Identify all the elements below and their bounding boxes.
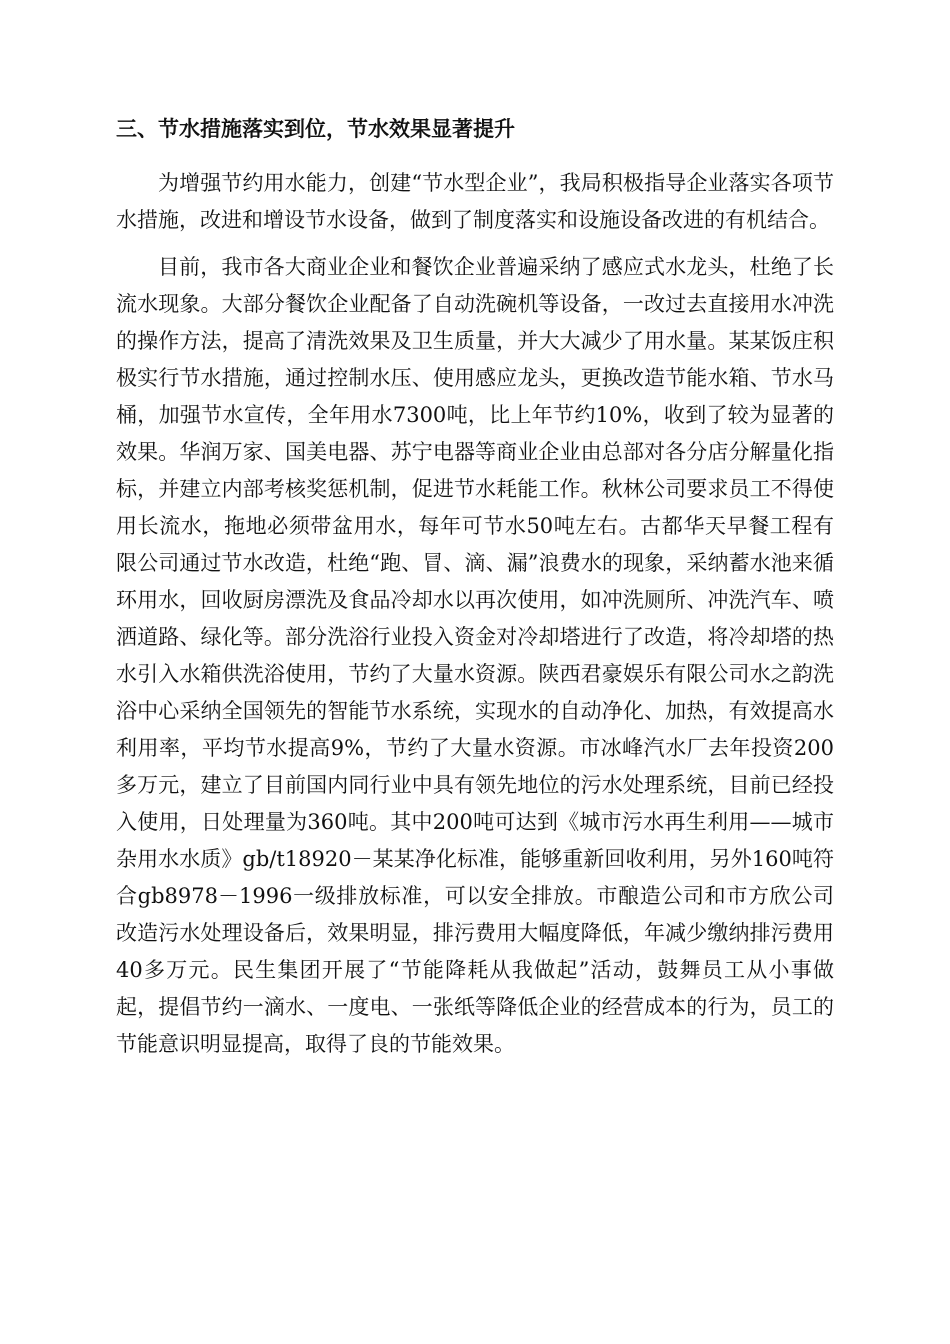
section-heading: 三、节水措施落实到位，节水效果显著提升 xyxy=(116,117,515,141)
paragraph-details: 目前，我市各大商业企业和餐饮企业普遍采纳了感应式水龙头，杜绝了长流水现象。大部分餐饮企业配备了自动洗碗机等设备，一改过去直接用水冲洗的操作方法，提高了清洗效果及卫生质量，并大大减少了用水量。某某饭庄积极实行节水措施，通过控制水压、使用感应龙头，更换改造节能水箱、节水马桶，加强节水宣传，全年用水7300吨，比上年节约10%，收到了较为显著的效果。华润万家、国美电器、苏宁电器等商业企业由总部对各分店分解量化指标，并建立内部考核奖惩机制，促进节水耗能工作。秋林公司要求员工不得使用长流水，拖地必须带盆用水，每年可节水50吨左右。古都华天早餐工程有限公司通过节水改造，杜绝“跑、冒、滴、漏”浪费水的现象，采纳蓄水池来循环用水，回收厨房漂洗及食品冷却水以再次使用，如冲洗厕所、冲洗汽车、喷洒道路、绿化等。部分洗浴行业投入资金对冷却塔进行了改造，将冷却塔的热水引入水箱供洗浴使用，节约了大量水资源。陕西君豪娱乐有限公司水之韵洗浴中心采纳全国领先的智能节水系统，实现水的自动净化、加热，有效提高水利用率，平均节水提高9%，节约了大量水资源。市冰峰汽水厂去年投资200多万元，建立了目前国内同行业中具有领先地位的污水处理系统，目前已经投入使用，日处理量为360吨。其中200吨可达到《城市污水再生利用——城市杂用水水质》gb/t18920－某某净化标准，能够重新回收利用，另外160吨符合gb8978－1996一级排放标准，可以安全排放。市酿造公司和市方欣公司改造污水处理设备后，效果明显，排污费用大幅度降低，年减少缴纳排污费用40多万元。民生集团开展了“节能降耗从我做起”活动，鼓舞员工从小事做起，提倡节约一滴水、一度电、一张纸等降低企业的经营成本的行为，员工的节能意识明显提高，取得了良的节能效果。 xyxy=(116,255,834,1056)
document-page xyxy=(116,105,834,1063)
paragraph-intro: 为增强节约用水能力，创建“节水型企业”，我局积极指导企业落实各项节水措施，改进和增设节水设备，做到了制度落实和设施设备改进的有机结合。 xyxy=(116,171,834,232)
